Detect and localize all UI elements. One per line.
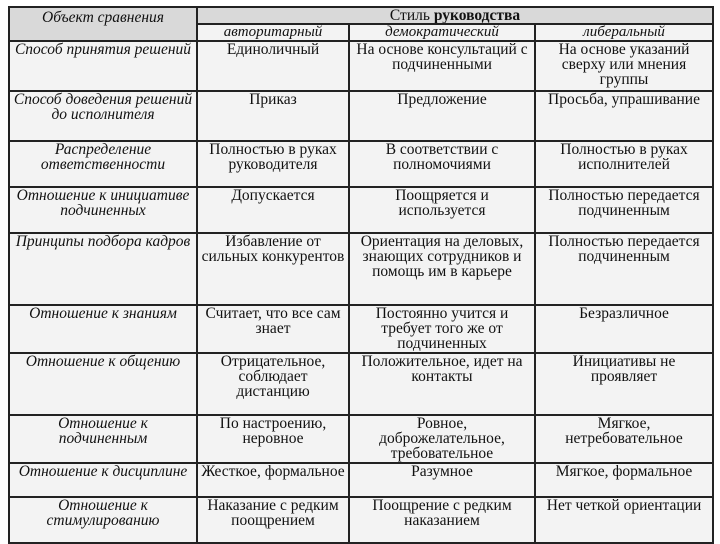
cell-democratic: Ориентация на деловых, знающих сотрудников и помощь им в карьере [349,233,535,305]
row-aspect: Принципы подбора кадров [9,233,197,305]
cell-authoritarian: Считает, что все сам знает [197,305,349,353]
cell-authoritarian: Отрицательное, соблюдает дистанцию [197,353,349,415]
cell-authoritarian: По настроению, неровное [197,415,349,463]
cell-liberal: Полностью в руках исполнителей [535,141,713,187]
table-row [9,41,713,91]
cell-authoritarian: Полностью в руках руководителя [197,141,349,187]
column-header-democratic: демократический [349,24,535,41]
cell-democratic: Поощряется и используется [349,187,535,233]
row-aspect: Отношение к инициативе подчиненных [9,187,197,233]
cell-democratic: Разумное [349,463,535,497]
document-scan [8,6,712,534]
cell-authoritarian: Допускается [197,187,349,233]
row-aspect: Отношение к стимулированию [9,497,197,543]
corner-header: Объект сравнения [9,7,197,41]
table-row [9,497,713,543]
row-aspect: Отношение к подчиненным [9,415,197,463]
cell-liberal: Полностью передается подчиненным [535,233,713,305]
row-aspect: Отношение к общению [9,353,197,415]
cell-democratic: В соответствии с полномочиями [349,141,535,187]
cell-democratic: Поощрение с редким наказанием [349,497,535,543]
row-aspect: Способ принятия решений [9,41,197,91]
cell-authoritarian: Избавление от сильных конкурентов [197,233,349,305]
cell-liberal: Просьба, упрашивание [535,91,713,141]
row-aspect: Отношение к знаниям [9,305,197,353]
cell-authoritarian: Наказание с редким поощрением [197,497,349,543]
table-row [9,187,713,233]
cell-democratic: Ровное, доброжелательное, требовательное [349,415,535,463]
row-aspect: Отношение к дисциплине [9,463,197,497]
table-row [9,353,713,415]
cell-democratic: Положительное, идет на контакты [349,353,535,415]
table-row [9,233,713,305]
cell-democratic: На основе консультаций с подчиненными [349,41,535,91]
cell-liberal: Инициативы не проявляет [535,353,713,415]
table-row [9,463,713,497]
style-header-bold: руководства [433,7,521,24]
leadership-styles-table [8,6,714,544]
table-row [9,91,713,141]
header-row-top [9,7,713,24]
style-header-prefix: Стиль [389,7,430,24]
row-aspect: Способ доведения решений до исполнителя [9,91,197,141]
cell-liberal: Мягкое, формальное [535,463,713,497]
column-header-liberal: либеральный [535,24,713,41]
table-row [9,305,713,353]
cell-liberal: На основе указаний сверху или мнения группы [535,41,713,91]
table-row [9,415,713,463]
cell-democratic: Постоянно учится и требует того же от подчиненных [349,305,535,353]
row-aspect: Распределение ответственности [9,141,197,187]
cell-authoritarian: Единоличный [197,41,349,91]
style-header [197,7,713,24]
cell-authoritarian: Приказ [197,91,349,141]
cell-liberal: Безразличное [535,305,713,353]
table-row [9,141,713,187]
cell-democratic: Предложение [349,91,535,141]
cell-authoritarian: Жесткое, формальное [197,463,349,497]
cell-liberal: Мягкое, нетребовательное [535,415,713,463]
cell-liberal: Полностью передается подчиненным [535,187,713,233]
column-header-authoritarian: авторитарный [197,24,349,41]
cell-liberal: Нет четкой ориентации [535,497,713,543]
